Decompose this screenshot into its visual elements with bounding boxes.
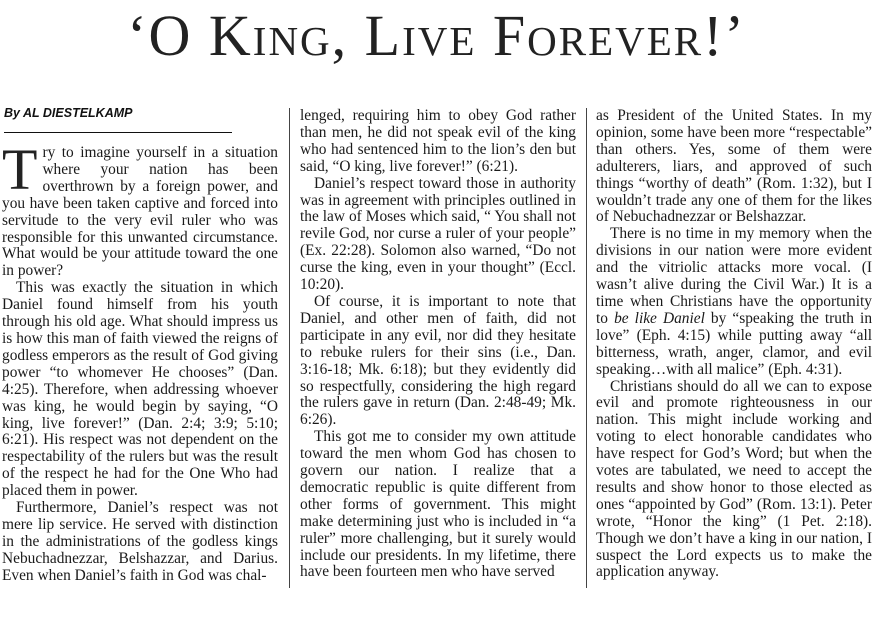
column-1 — [2, 137, 278, 585]
paragraph: as President of the United States. In my opinion, some have been more “respectable” than others. Yes, some of them were adulterers, liars, and approved of such things “worthy of death” (Rom. 1:32), but I wouldn’t trade any one of them for the likes of Nebuchadnezzar or Belshazzar. — [596, 107, 872, 226]
drop-cap: T — [2, 137, 38, 202]
paragraph-text: by “speaking the truth in love” (Eph. 4:15) while putting away “all bitterness, wrath, anger, clamor, and evil speaking…with all malice” (Eph. 4:31). — [596, 309, 873, 378]
byline-rule — [4, 132, 232, 133]
byline: By AL DIESTELKAMP — [4, 106, 133, 120]
column-divider — [586, 108, 587, 588]
paragraph: This got me to consider my own attitude toward the men whom God has chosen to govern our nation. I realize that a democratic republic is quite different from other forms of government. This might make determining just who is included in “a ruler” more challenging, but it surely would include our presidents. In my lifetime, there have been fourteen men who have served — [300, 428, 576, 581]
paragraph — [596, 226, 872, 378]
paragraph: lenged, requiring him to obey God rather than men, he did not speak evil of the king who had sentenced him to the lion’s den but said, “O king, live forever!” (6:21). — [300, 107, 576, 175]
article-title: ‘O King, Live Forever!’ — [127, 3, 746, 68]
paragraph: Of course, it is important to note that Daniel, and other men of faith, did not participate in any evil, nor did they hesitate to rebuke rulers for their sins (i.e., Dan. 3:16-18; Mk. 6:18); but they evidently did so respectfully, considering the high regard the rulers gave in return (Dan. 2:48-49; Mk. 6:26). — [300, 292, 576, 429]
column-2 — [300, 108, 576, 581]
paragraph: Christians should do all we can to expose evil and promote righteousness in our nation. This might include working and voting to elect honorable candidates who have respect for God’s Word; but when the votes are tabulated, we need to accept the results and show honor to those elected as ones “appointed by God” (Rom. 13:1). Peter wrote, “Honor the king” (1 Pet. 2:18). Though we don’t have a king in our nation, I suspect the Lord expects us to make the application anyway. — [596, 377, 872, 581]
paragraph-text: ry to imagine yourself in a situation where your nation has been overthrown by a foreign power, and you have been taken captive and forced into servitude to the very evil ruler who was responsible for this unwanted circumstance. What would be your attitude toward the one in power? — [2, 144, 278, 280]
paragraph: This was exactly the situation in which Daniel found himself from his youth through his old age. What should impress us is how this man of faith viewed the reigns of godless emperors as the result of God giving power “to whomever He chooses” (Dan. 4:25). Therefore, when addressing whoever was king, he would begin by saying, “O king, live forever!” (Dan. 2:4; 3:9; 5:10; 6:21). His respect was not dependent on the respectability of the rulers but was the result of the respect he had for the One Who had placed them in power. — [2, 279, 278, 500]
paragraph — [2, 137, 278, 280]
paragraph: Daniel’s respect toward those in authority was in agreement with principles outlined in the law of Moses which said, “ You shall not revile God, nor curse a ruler of your people” (Ex. 22:28). Solomon also warned, “Do not curse the king, even in your thought” (Eccl. 10:20). — [300, 174, 576, 294]
emphasis-text: be like Daniel — [614, 309, 705, 327]
column-3 — [596, 108, 872, 581]
column-divider — [289, 108, 290, 588]
paragraph: Furthermore, Daniel’s respect was not mere lip service. He served with distinction in the administrations of the godless kings Nebuchadnezzar, Belshazzar, and Darius. Even when Daniel’s faith in God was chal- — [2, 499, 278, 584]
paragraph-text: There is no time in my memory when the divisions in our nation were more evident and the vitriolic attacks more vocal. (I wasn’t alive during the Civil War.) It is a time when Christians have the opportunity to — [596, 225, 872, 327]
